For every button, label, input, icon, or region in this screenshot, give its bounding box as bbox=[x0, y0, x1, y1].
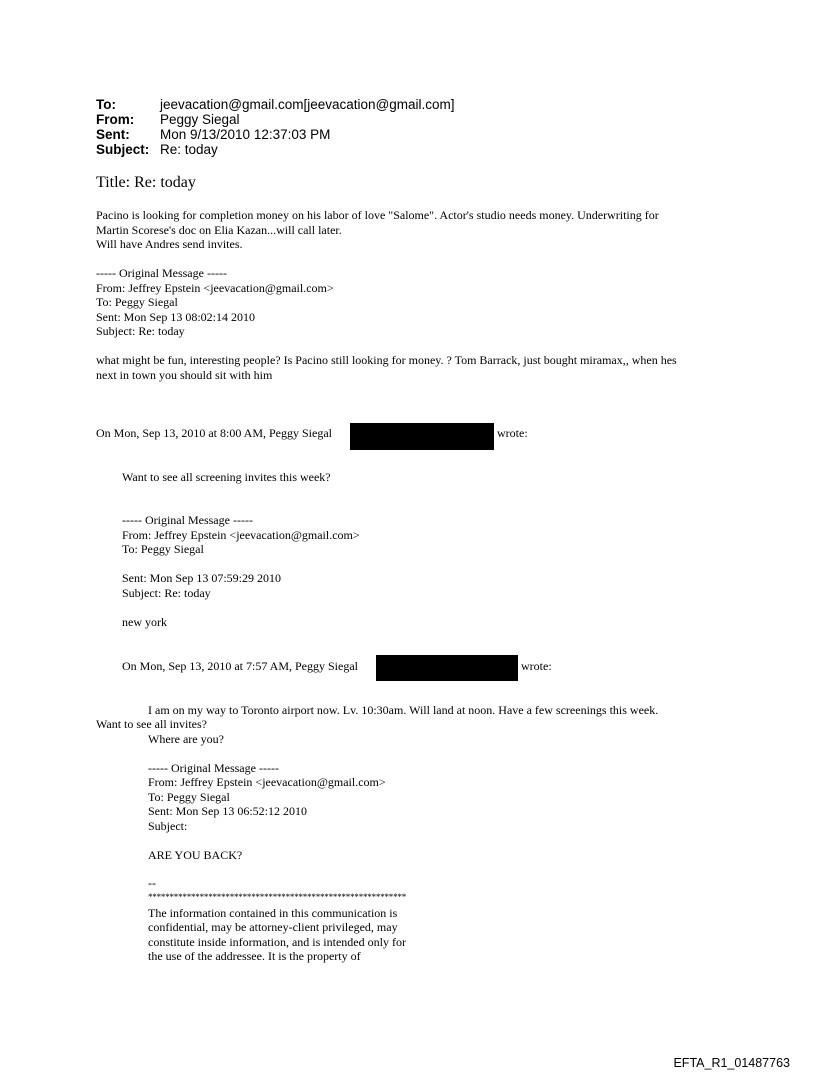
original-message-line: To: Peggy Siegal bbox=[122, 542, 204, 556]
quoted-text: Want to see all screening invites this week? bbox=[122, 470, 331, 484]
document-id-footer: EFTA_R1_01487763 bbox=[673, 1056, 790, 1070]
paragraph-line: Martin Scorese's doc on Elia Kazan...will call later. bbox=[96, 223, 342, 237]
original-message-line: Sent: Mon Sep 13 07:59:29 2010 bbox=[122, 571, 282, 585]
sent-label: Sent: bbox=[96, 127, 130, 142]
subject-label: Subject: bbox=[96, 142, 150, 157]
original-message-line: From: Jeffrey Epstein <jeevacation@gmail.com> bbox=[122, 528, 360, 542]
quoted-text: new york bbox=[122, 615, 167, 629]
sent-value: Mon 9/13/2010 12:37:03 PM bbox=[160, 127, 331, 142]
quote-attribution: On Mon, Sep 13, 2010 at 8:00 AM, Peggy Siegal bbox=[96, 426, 332, 440]
disclaimer-line: confidential, may be attorney-client privileged, may bbox=[148, 920, 398, 934]
disclaimer-line: constitute inside information, and is intended only for bbox=[148, 935, 406, 949]
original-message-line: ----- Original Message ----- bbox=[148, 761, 279, 775]
quote-attribution-suffix: wrote: bbox=[521, 659, 552, 673]
original-message-line: Subject: bbox=[148, 819, 188, 833]
quote-attribution-suffix: wrote: bbox=[497, 426, 528, 440]
paragraph-line: next in town you should sit with him bbox=[96, 368, 273, 382]
asterisk-divider: ************************************************************ bbox=[148, 892, 407, 902]
original-message-line: To: Peggy Siegal bbox=[148, 790, 230, 804]
page-title: Title: Re: today bbox=[96, 174, 196, 191]
to-value: jeevacation@gmail.com[jeevacation@gmail.com] bbox=[160, 97, 455, 112]
original-message-line: From: Jeffrey Epstein <jeevacation@gmail.com> bbox=[96, 281, 334, 295]
original-message-line: ----- Original Message ----- bbox=[96, 266, 227, 280]
email-header bbox=[96, 97, 496, 161]
quoted-text: I am on my way to Toronto airport now. Lv. 10:30am. Will land at noon. Have a few screenings this week. bbox=[148, 703, 659, 717]
original-message-line: Subject: Re: today bbox=[96, 324, 185, 338]
original-message-line: ----- Original Message ----- bbox=[122, 513, 253, 527]
original-message-line: To: Peggy Siegal bbox=[96, 295, 178, 309]
quoted-text: Want to see all invites? bbox=[96, 717, 207, 731]
paragraph-line: what might be fun, interesting people? Is Pacino still looking for money. ? Tom Barrack, just bought miramax,, when hes bbox=[96, 353, 677, 367]
signature-separator: -- bbox=[148, 876, 156, 890]
original-message-line: Subject: Re: today bbox=[122, 586, 211, 600]
subject-value: Re: today bbox=[160, 142, 218, 157]
original-message-line: Sent: Mon Sep 13 06:52:12 2010 bbox=[148, 804, 308, 818]
original-message-line: From: Jeffrey Epstein <jeevacation@gmail.com> bbox=[148, 775, 386, 789]
disclaimer-line: the use of the addressee. It is the property of bbox=[148, 949, 361, 963]
original-message-line: Sent: Mon Sep 13 08:02:14 2010 bbox=[96, 310, 256, 324]
from-label: From: bbox=[96, 112, 135, 127]
to-label: To: bbox=[96, 97, 116, 112]
from-value: Peggy Siegal bbox=[160, 112, 240, 127]
quoted-text: ARE YOU BACK? bbox=[148, 848, 243, 862]
quote-attribution: On Mon, Sep 13, 2010 at 7:57 AM, Peggy Siegal bbox=[122, 659, 358, 673]
paragraph-line: Will have Andres send invites. bbox=[96, 237, 243, 251]
disclaimer-line: The information contained in this communication is bbox=[148, 906, 398, 920]
paragraph-line: Pacino is looking for completion money on his labor of love "Salome". Actor's studio needs money. Underwriting for bbox=[96, 208, 659, 222]
redaction-box bbox=[350, 423, 494, 450]
redaction-box bbox=[376, 655, 518, 681]
quoted-text: Where are you? bbox=[148, 732, 224, 746]
